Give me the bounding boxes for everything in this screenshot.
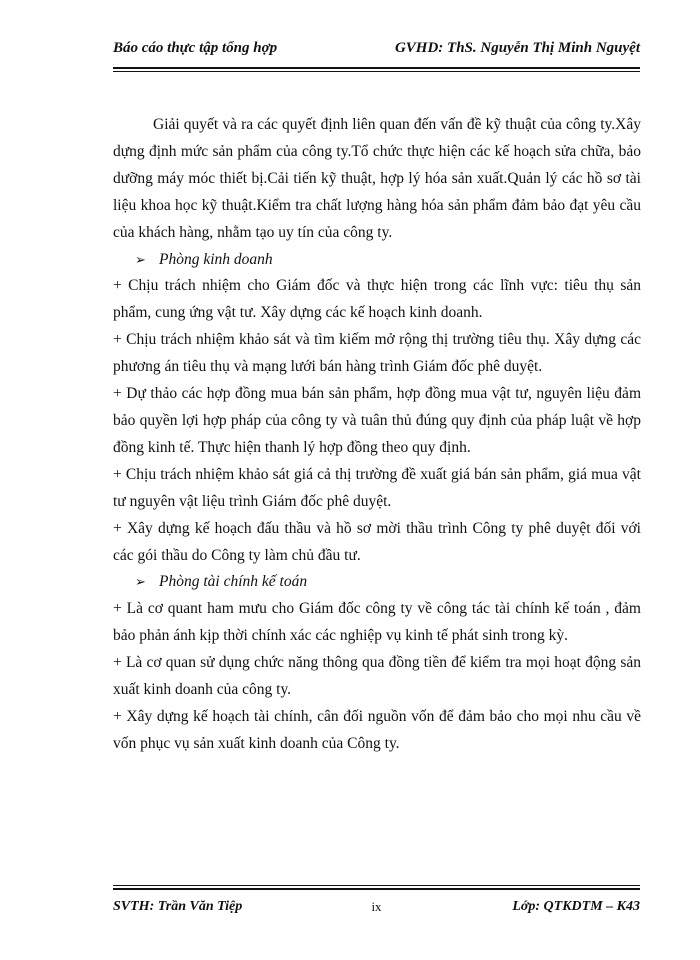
intro-paragraph: Giải quyết và ra các quyết định liên quan đến vấn đề kỹ thuật của công ty.Xây dựng định mức sản phẩm của công ty.Tổ chức thực hiện các kế hoạch sửa chữa, bảo dưỡng máy móc thiết bị.Cải tiến kỹ thuật, hợp lý hóa sản xuất.Quản lý các hồ sơ tài liệu khoa học kỹ thuật.Kiểm tra chất lượng hàng hóa sản phẩm đảm bảo đạt yêu cầu của khách hàng, nhằm tạo uy tín của công ty. [113,116,641,241]
page-header [113,40,640,64]
section-heading-sales [113,247,641,274]
list-item: + Xây dựng kế hoạch tài chính, cân đối nguồn vốn để đảm bảo cho mọi nhu cầu về vốn phục vụ sản xuất kinh doanh của Công ty. [113,707,641,752]
page-footer [113,899,640,921]
list-item: + Là cơ quant ham mưu cho Giám đốc công ty về công tác tài chính kế toán , đảm bảo phản ánh kịp thời chính xác các nghiệp vụ kinh tế phát sinh trong kỳ. [113,600,641,645]
page-body [113,112,641,758]
list-item: + Xây dựng kế hoạch đấu thầu và hồ sơ mời thầu trình Công ty phê duyệt đối với các gói thầu do Công ty làm chủ đầu tư. [113,519,641,564]
section-heading-finance [113,569,641,596]
list-item: + Là cơ quan sử dụng chức năng thông qua đồng tiền để kiểm tra mọi hoạt động sản xuất kinh doanh của công ty. [113,654,641,699]
header-supervisor: GVHD: ThS. Nguyễn Thị Minh Nguyệt [394,40,640,56]
footer-rule [113,885,640,890]
section-title: Phòng kinh doanh [159,250,273,268]
header-report-title: Báo cáo thực tập tổng hợp [113,40,278,56]
list-item: + Dự thảo các hợp đồng mua bán sản phẩm, hợp đồng mua vật tư, nguyên liệu đảm bảo quyền lợi hợp pháp của công ty và tuân thủ đúng quy định của pháp luật về hợp đồng kinh tế. Thực hiện thanh lý hợp đồng theo quy định. [113,385,641,456]
section-title: Phòng tài chính kế toán [159,573,308,591]
footer-class: Lớp: QTKDTM – K43 [512,899,640,914]
header-rule [113,67,640,72]
page-number: ix [371,899,382,914]
list-item: + Chịu trách nhiệm khảo sát và tìm kiếm mở rộng thị trường tiêu thụ. Xây dựng các phương án tiêu thụ và mạng lưới bán hàng trình Giám đốc phê duyệt. [113,331,641,376]
list-item: + Chịu trách nhiệm cho Giám đốc và thực hiện trong các lĩnh vực: tiêu thụ sản phẩm, cung ứng vật tư. Xây dựng các kế hoạch kinh doanh. [113,277,641,322]
footer-student: SVTH: Trần Văn Tiệp [113,899,243,914]
list-item: + Chịu trách nhiệm khảo sát giá cả thị trường đề xuất giá bán sản phẩm, giá mua vật tư nguyên vật liệu trình Giám đốc phê duyệt. [113,465,641,510]
arrow-bullet-icon: ➢ [135,574,146,590]
arrow-bullet-icon: ➢ [135,251,146,267]
